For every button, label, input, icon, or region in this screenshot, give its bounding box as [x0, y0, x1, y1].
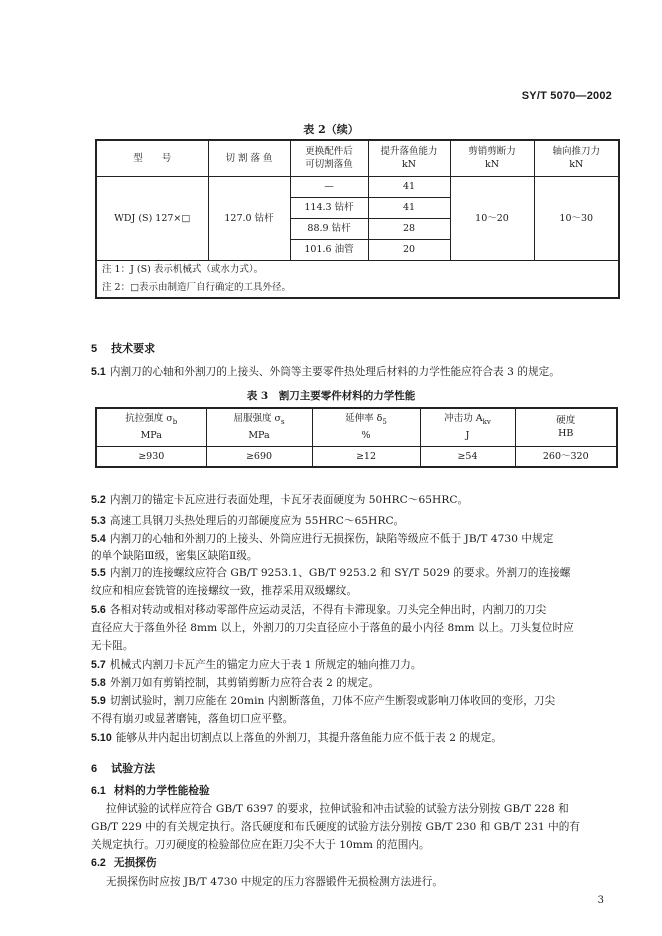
- paragraph-5-2: [91, 492, 621, 507]
- table2-header-shear-l1: 剪销剪断力: [468, 146, 516, 158]
- table2-header-shear: [450, 140, 534, 176]
- table3-header-sub: 5: [382, 418, 387, 427]
- page-number: 3: [597, 895, 604, 906]
- paragraph-6-1-line2: GB/T 229 中的有关规定执行。洛氏硬度和布氏硬度的试验方法分别按 GB/T 230 和 GB/T 231 中的有: [91, 821, 581, 833]
- table2-lift: 41: [368, 197, 450, 218]
- table3-header-elongation: [312, 408, 420, 446]
- table2-lift: 28: [368, 218, 450, 239]
- item-number: 5.7: [91, 659, 106, 671]
- paragraph-5-9: [91, 693, 621, 708]
- table2-note-1: 注 1：J (S) 表示机械式（或水力式）。: [102, 264, 264, 276]
- table3-header-unit: MPa: [248, 430, 270, 442]
- paragraph-5-6-cont2: 无卡阻。: [91, 640, 134, 652]
- item-number: 5.3: [91, 515, 106, 527]
- table3-header-sub: b: [172, 418, 178, 427]
- table3-header-unit: MPa: [140, 430, 162, 442]
- item-text: 切割试验时，割刀应能在 20min 内割断落鱼，刀体不应产生断裂或影响刀体收回的变形，刀尖: [109, 695, 556, 707]
- table3-header-tensile: [96, 408, 206, 446]
- table3-header-hardness: [515, 408, 617, 446]
- table2-fish: 114.3 钻杆: [290, 197, 368, 218]
- subsection-title: 无损探伤: [113, 857, 157, 869]
- table2-header-after-replace-l2: 可切割落鱼: [305, 159, 353, 171]
- table3-value-tensile: ≥930: [96, 446, 206, 467]
- subsection-6-2-heading: [91, 855, 621, 870]
- table2-header-row: [96, 140, 619, 176]
- item-text: 内割刀的锚定卡瓦应进行表面处理，卡瓦牙表面硬度为 50HRC～65HRC。: [109, 494, 469, 506]
- item-text: 高速工具钢刀头热处理后的刃部硬度应为 55HRC～65HRC。: [109, 515, 405, 527]
- item-number: 6.1: [91, 785, 106, 797]
- item-text: 内割刀的连接螺纹应符合 GB/T 9253.1、GB/T 9253.2 和 SY/T 5029 的要求。外割刀的连接螺: [109, 567, 571, 579]
- section5-heading: [91, 340, 155, 356]
- table2-header-after-replace-l1: 更换配件后: [305, 146, 353, 158]
- table3-header-unit: J: [465, 430, 470, 442]
- section6-heading-text: 试验方法: [111, 763, 156, 775]
- paragraph-5-5: [91, 565, 621, 580]
- table2: [95, 139, 620, 299]
- item-number: 5.1: [91, 366, 106, 378]
- table2-fish: —: [290, 176, 368, 197]
- item-text: 各相对转动或相对移动零部件应运动灵活，不得有卡滞现象。刀头完全伸出时，内割刀的刀尖: [109, 604, 547, 616]
- item-text: 机械式内割刀卡瓦产生的锚定力应大于表 1 所规定的轴向推刀力。: [109, 659, 422, 671]
- paragraph-5-10: [91, 730, 621, 745]
- table3-caption: 表 3 割刀主要零件材料的力学性能: [246, 390, 416, 402]
- section5-heading-num: 5: [91, 343, 98, 355]
- item-number: 6.2: [91, 857, 106, 869]
- item-text: 能够从井内起出切割点以上落鱼的外割刀，其提升落鱼能力应不低于表 2 的规定。: [115, 732, 502, 744]
- item-text: 内割刀的心轴和外割刀的上接头、外筒应进行无损探伤，缺陷等级应不低于 JB/T 4730 中规定: [109, 533, 554, 545]
- table2-header-axial-l1: 轴向推刀力: [552, 146, 600, 158]
- table2-fish: 101.6 油管: [290, 239, 368, 260]
- paragraph-5-6-cont: 直径应大于落鱼外径 8mm 以上，外割刀的刀尖直径应小于落鱼的最小内径 8mm 以上。刀头复位时应: [91, 622, 574, 634]
- paragraph-5-7: [91, 657, 621, 672]
- paragraph-5-4-cont: 的单个缺陷Ⅲ级，密集区缺陷Ⅱ级。: [91, 550, 258, 562]
- table3: [95, 407, 618, 468]
- item-number: 5.10: [91, 732, 112, 744]
- table2-header-lift-l2: kN: [401, 159, 417, 171]
- table3-header-name: 抗拉强度 σ: [125, 413, 173, 425]
- item-number: 5.4: [91, 533, 106, 545]
- paragraph-5-1: [91, 364, 621, 379]
- table2-header-shear-l2: kN: [484, 159, 500, 171]
- table2-header-axial: [534, 140, 619, 176]
- table2-shear: 10～20: [450, 176, 534, 260]
- table2-header-after-replace: [290, 140, 368, 176]
- paragraph-6-1-line1: 拉伸试验的试样应符合 GB/T 6397 的要求，拉伸试验和冲击试验的试验方法分别按 GB/T 228 和: [106, 803, 569, 815]
- subsection-6-1-heading: [91, 783, 621, 798]
- table3-value-impact: ≥54: [420, 446, 515, 467]
- table-row: [96, 176, 619, 197]
- table3-header-name: 冲击功 A: [444, 413, 483, 425]
- paragraph-5-3: [91, 513, 621, 528]
- paragraph-6-1-line3: 关规定执行。刀刃硬度的检验部位应在距刀尖不大于 10mm 的范围内。: [91, 839, 430, 851]
- paragraph-5-4: [91, 531, 621, 546]
- table3-header-name: 屈服强度 σ: [233, 413, 281, 425]
- table2-model: WDJ (S) 127×□: [96, 176, 208, 260]
- table3-header-unit: HB: [558, 428, 574, 440]
- table2-header-axial-l2: kN: [569, 159, 584, 171]
- table2-fish: 88.9 钻杆: [290, 218, 368, 239]
- table-row: [96, 446, 617, 467]
- table2-caption: 表 2（续）: [303, 123, 359, 136]
- table3-header-impact: [420, 408, 515, 446]
- paragraph-5-9-cont: 不得有崩刃或显著磨钝，落鱼切口应平整。: [91, 713, 294, 725]
- item-number: 5.2: [91, 494, 106, 506]
- table3-header-name: 硬度: [556, 415, 576, 427]
- standard-id: SY/T 5070—2002: [521, 90, 612, 102]
- table3-header-sub: kv: [482, 418, 491, 427]
- table3-value-yield: ≥690: [206, 446, 312, 467]
- section6-heading: [91, 760, 155, 776]
- table2-header-cut-fish: 切 割 落 鱼: [208, 140, 290, 176]
- table3-value-elongation: ≥12: [312, 446, 420, 467]
- table2-notes-row: [96, 260, 619, 298]
- item-text: 外割刀如有剪销控制，其剪销剪断力应符合表 2 的规定。: [109, 677, 379, 689]
- item-number: 5.9: [91, 695, 106, 707]
- table3-header-unit: %: [361, 430, 371, 442]
- table2-cut-fish: 127.0 钻杆: [208, 176, 290, 260]
- paragraph-5-5-cont: 纹应和相应套铣管的连接螺纹一致，推荐采用双级螺纹。: [91, 585, 358, 597]
- table3-header-sub: s: [280, 418, 285, 427]
- item-number: 5.5: [91, 567, 106, 579]
- table2-note-2: 注 2：□表示由制造厂自行确定的工具外径。: [102, 282, 292, 294]
- item-number: 5.6: [91, 604, 106, 616]
- section5-heading-text: 技术要求: [111, 343, 156, 355]
- item-number: 5.8: [91, 677, 106, 689]
- table2-lift: 20: [368, 239, 450, 260]
- table2-notes: [96, 260, 619, 298]
- paragraph-5-6: [91, 602, 621, 617]
- subsection-title: 材料的力学性能检验: [113, 785, 210, 797]
- paragraph-5-8: [91, 675, 621, 690]
- section6-heading-num: 6: [91, 763, 98, 775]
- item-text: 内割刀的心轴和外割刀的上接头、外筒等主要零件热处理后材料的力学性能应符合表 3 的规定。: [109, 366, 560, 378]
- table2-header-lift-l1: 提升落鱼能力: [380, 146, 438, 158]
- table2-header-lift: [368, 140, 450, 176]
- table2-header-model: 型 号: [96, 140, 208, 176]
- table2-lift: 41: [368, 176, 450, 197]
- paragraph-6-2: 无损探伤时应按 JB/T 4730 中规定的压力容器锻件无损检测方法进行。: [106, 876, 444, 888]
- table3-header-name: 延伸率 δ: [345, 413, 383, 425]
- table3-header-row: [96, 408, 617, 446]
- table3-value-hardness: 260～320: [515, 446, 617, 467]
- table2-axial: 10～30: [534, 176, 619, 260]
- table3-header-yield: [206, 408, 312, 446]
